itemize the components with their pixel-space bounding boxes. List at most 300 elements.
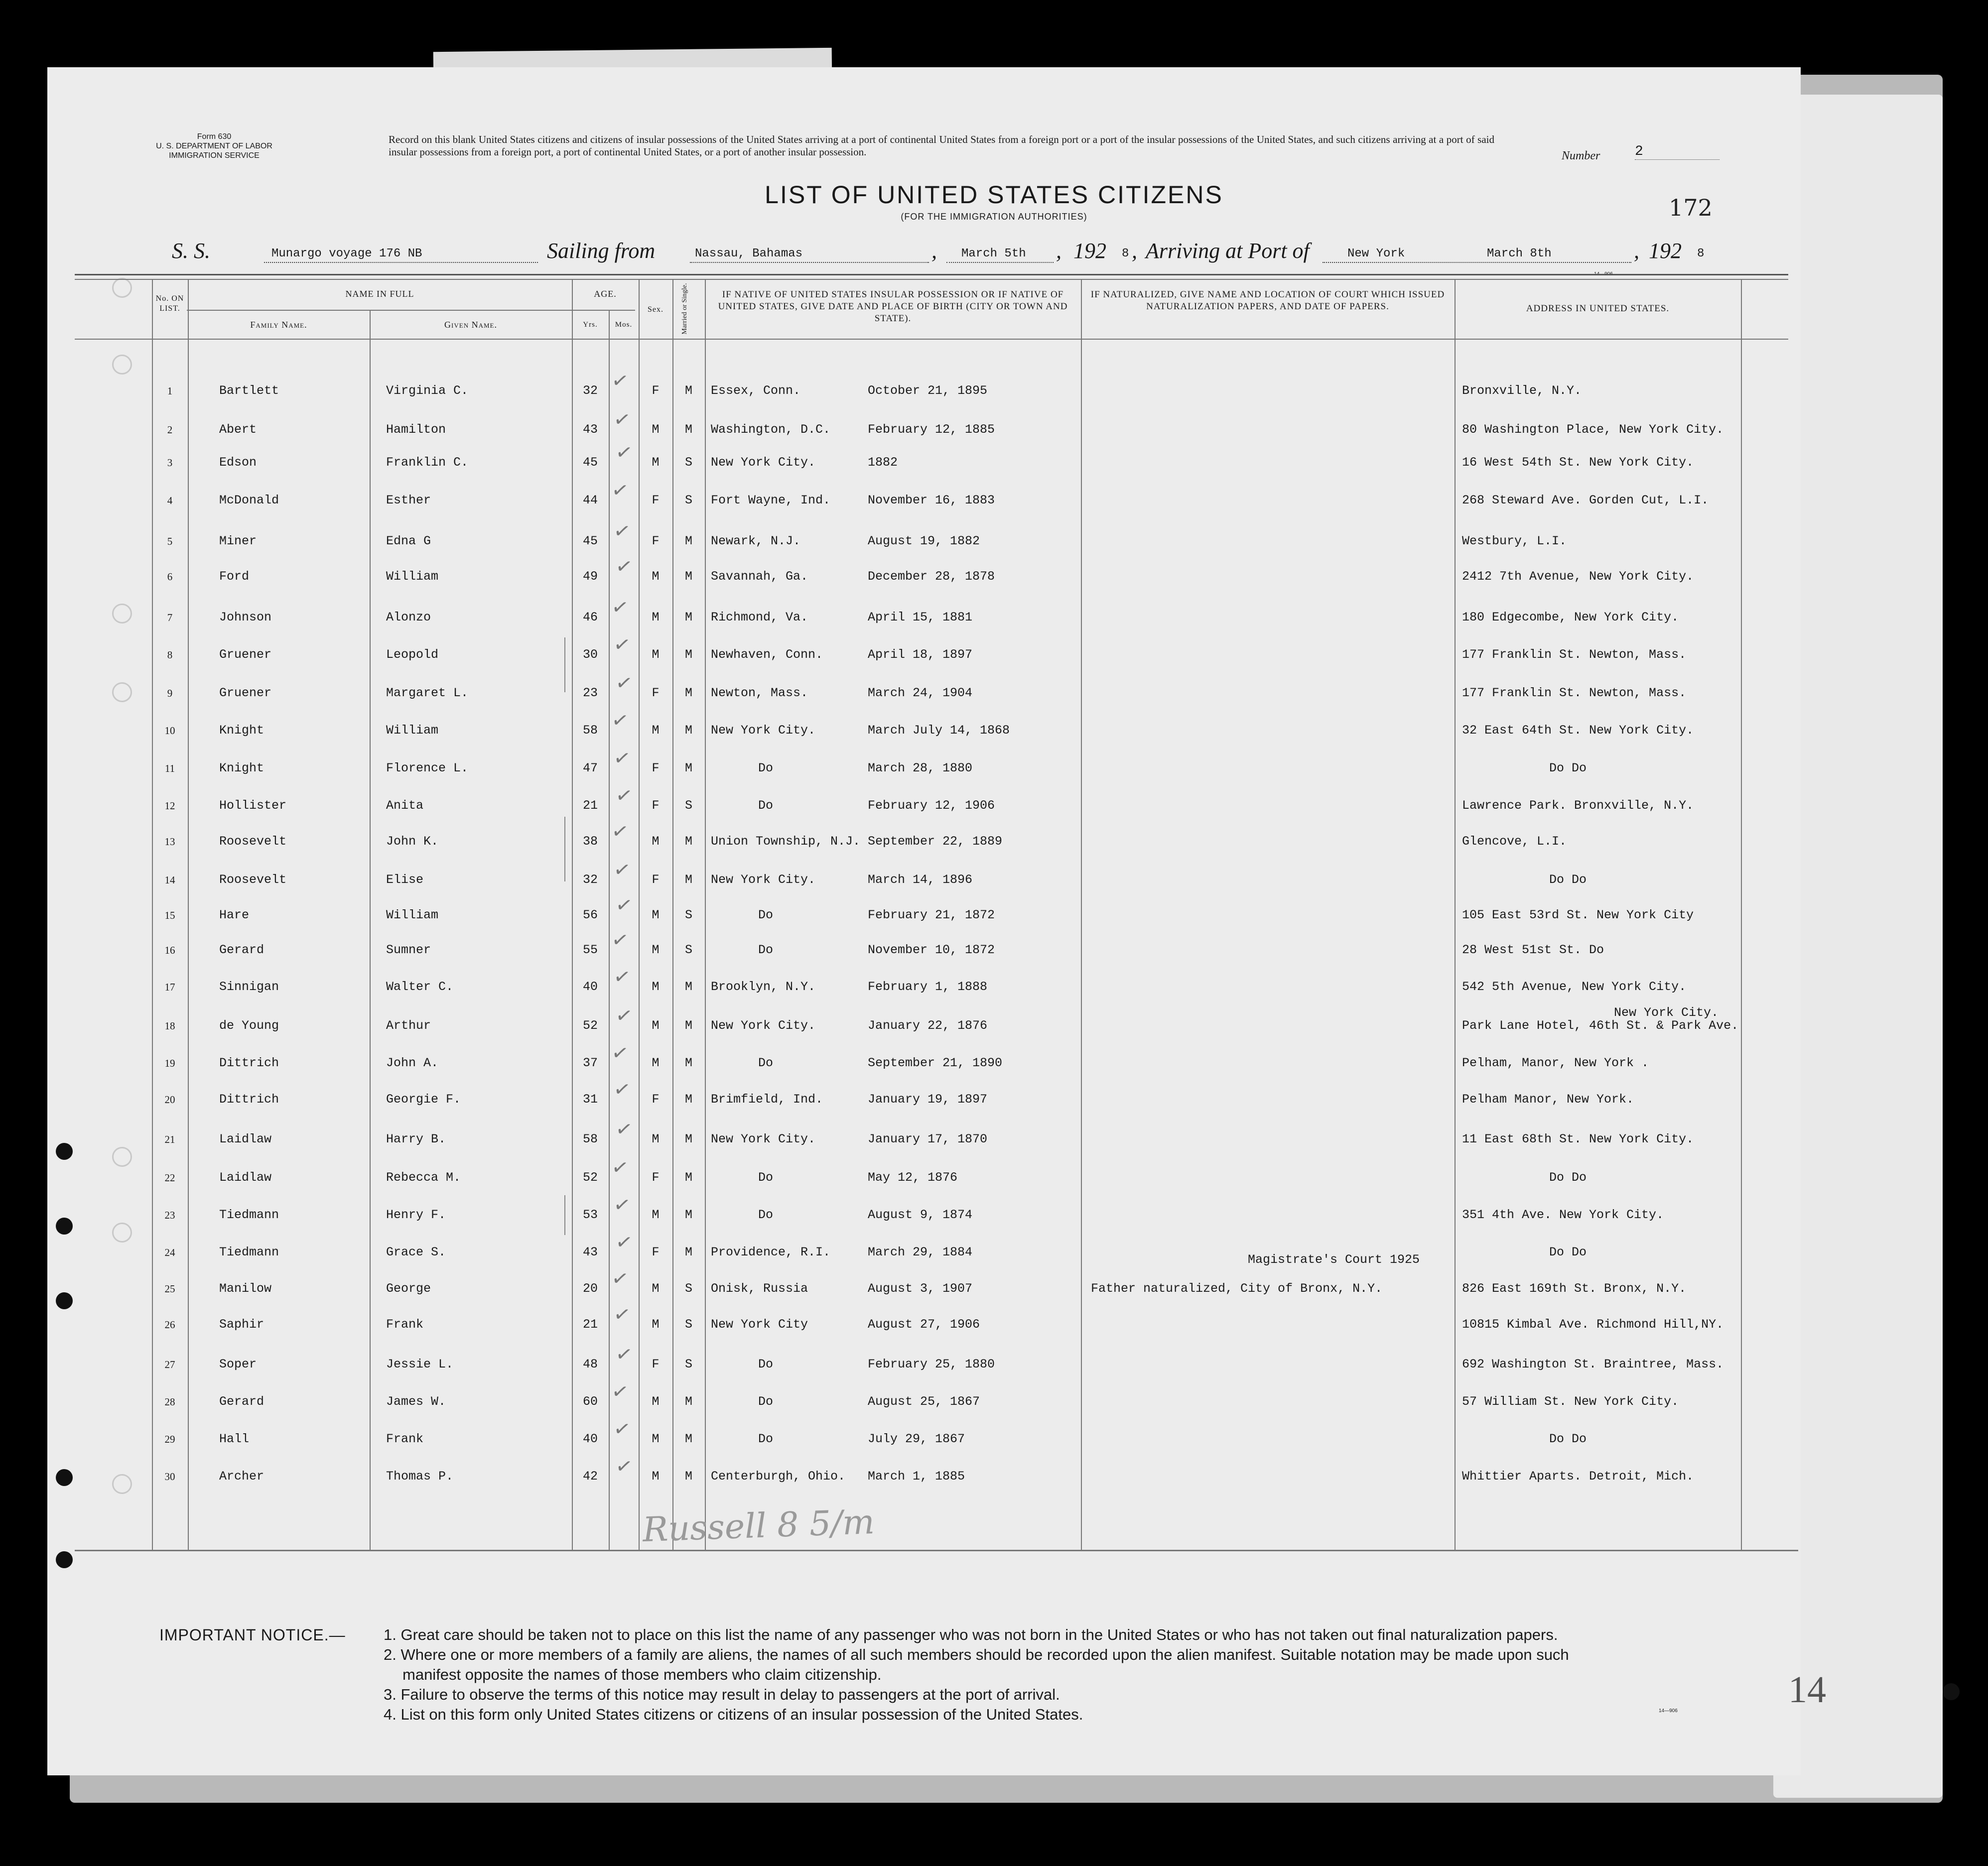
row-11-date: March 28, 1880	[868, 761, 973, 775]
row-23-place: Do	[758, 1208, 773, 1222]
row-6-address: 2412 7th Avenue, New York City.	[1462, 569, 1694, 584]
row-19-given: John A.	[386, 1056, 439, 1070]
side-mark: 14	[1788, 1669, 1826, 1711]
header-bottom-rule	[75, 339, 1788, 340]
check-mark-icon: ✓	[610, 819, 631, 845]
row-22-yrs: 52	[582, 1170, 598, 1185]
pencil-tick	[564, 637, 565, 692]
notice-line-2: 2. Where one or more members of a family are aliens, the names of all such members should be recorded upon the alien manifest. Suitable notation may be made upon such	[384, 1646, 1569, 1663]
row-12-ms: S	[684, 798, 692, 813]
row-28-sex: M	[652, 1394, 660, 1409]
year-prefix-2: 192	[1649, 239, 1682, 263]
check-mark-icon: ✓	[614, 670, 635, 696]
row-1-ms: M	[684, 383, 692, 398]
row-25-naturalization: Father naturalized, City of Bronx, N.Y.	[1091, 1281, 1383, 1296]
row-10-no: 10	[164, 725, 175, 737]
row-10-ms: M	[684, 723, 692, 738]
row-4-date: November 16, 1883	[868, 493, 995, 507]
row-17-sex: M	[652, 980, 660, 994]
row-4-place: Fort Wayne, Ind.	[711, 493, 831, 507]
row-16-yrs: 55	[582, 943, 598, 957]
row-18-place: New York City.	[711, 1018, 816, 1033]
row-10-sex: M	[652, 723, 660, 738]
row-20-given: Georgie F.	[386, 1092, 461, 1107]
row-20-ms: M	[684, 1092, 692, 1107]
row-14-place: New York City.	[711, 872, 816, 887]
row-13-given: John K.	[386, 834, 439, 849]
row-20-date: January 19, 1897	[868, 1092, 988, 1107]
table-top-rule	[75, 274, 1788, 275]
row-18-given: Arthur	[386, 1018, 431, 1033]
row-17-address: 542 5th Avenue, New York City.	[1462, 980, 1687, 994]
check-mark-icon: ✓	[612, 746, 633, 771]
check-mark-icon: ✓	[614, 1454, 635, 1480]
row-24-given: Grace S.	[386, 1245, 446, 1259]
row-3-place: New York City.	[711, 455, 816, 470]
header-no: No. ON LIST.	[155, 294, 184, 313]
binder-hole	[56, 1143, 73, 1160]
notice-line-1: 1. Great care should be taken not to place on this list the name of any passenger who was not born in the United States or who has not taken out final naturalization papers.	[384, 1626, 1558, 1643]
row-18-ms: M	[684, 1018, 692, 1033]
row-18-family: de Young	[219, 1018, 279, 1033]
row-24-yrs: 43	[582, 1245, 598, 1259]
row-15-place: Do	[758, 908, 773, 922]
check-mark-icon: ✓	[612, 407, 633, 433]
row-18-address-line2: New York City.	[1614, 1005, 1719, 1020]
row-2-no: 2	[167, 424, 173, 436]
row-19-date: September 21, 1890	[868, 1056, 1003, 1070]
row-16-family: Gerard	[219, 943, 265, 957]
row-5-date: August 19, 1882	[868, 534, 980, 548]
row-8-ms: M	[684, 647, 692, 662]
binder-hole	[56, 1469, 73, 1486]
row-26-no: 26	[164, 1319, 175, 1331]
row-11-yrs: 47	[582, 761, 598, 775]
notice-line-3: 3. Failure to observe the terms of this notice may result in delay to passengers at the port of arrival.	[384, 1686, 1060, 1703]
header-family-name: Family Name.	[250, 320, 307, 330]
row-25-date: August 3, 1907	[868, 1281, 973, 1296]
row-2-given: Hamilton	[386, 422, 446, 437]
row-29-address: Do Do	[1549, 1432, 1587, 1446]
row-10-address: 32 East 64th St. New York City.	[1462, 723, 1694, 738]
row-29-yrs: 40	[582, 1432, 598, 1446]
punch-ring	[112, 355, 132, 374]
row-17-yrs: 40	[582, 980, 598, 994]
row-26-given: Frank	[386, 1317, 424, 1332]
pencil-tick	[564, 1195, 565, 1235]
row-21-no: 21	[164, 1133, 175, 1145]
row-14-address: Do Do	[1549, 872, 1587, 887]
binder-hole	[56, 1292, 73, 1309]
row-27-yrs: 48	[582, 1357, 598, 1371]
page-stamp: 172	[1669, 194, 1713, 221]
row-13-address: Glencove, L.I.	[1462, 834, 1567, 849]
row-11-family: Knight	[219, 761, 265, 775]
row-6-yrs: 49	[582, 569, 598, 584]
row-10-place: New York City.	[711, 723, 816, 738]
row-7-no: 7	[167, 612, 173, 623]
check-mark-icon: ✓	[612, 964, 633, 990]
row-2-date: February 12, 1885	[868, 422, 995, 437]
comma: ,	[1634, 239, 1639, 263]
row-17-given: Walter C.	[386, 980, 454, 994]
col-rule	[609, 310, 610, 1551]
row-16-sex: M	[652, 943, 660, 957]
row-22-sex: F	[652, 1170, 660, 1185]
row-8-family: Gruener	[219, 647, 272, 662]
notice-title: IMPORTANT NOTICE.—	[159, 1626, 346, 1644]
row-9-place: Newton, Mass.	[711, 686, 808, 700]
row-27-place: Do	[758, 1357, 773, 1371]
row-15-sex: M	[652, 908, 660, 922]
row-20-family: Dittrich	[219, 1092, 279, 1107]
row-30-address: Whittier Aparts. Detroit, Mich.	[1462, 1469, 1694, 1484]
row-11-given: Florence L.	[386, 761, 469, 775]
row-11-sex: F	[652, 761, 660, 775]
ss-label: S. S.	[172, 239, 210, 263]
check-mark-icon: ✓	[610, 1040, 631, 1066]
row-9-no: 9	[167, 687, 173, 699]
row-23-address: 351 4th Ave. New York City.	[1462, 1208, 1664, 1222]
table-bottom-rule	[75, 1550, 1798, 1551]
year-suffix-2: 8	[1697, 247, 1705, 260]
page-title: LIST OF UNITED STATES CITIZENS	[765, 181, 1223, 209]
department-name: U. S. DEPARTMENT OF LABOR	[156, 142, 272, 150]
row-26-yrs: 21	[582, 1317, 598, 1332]
check-mark-icon: ✓	[614, 892, 635, 918]
row-22-family: Laidlaw	[219, 1170, 272, 1185]
row-5-sex: F	[652, 534, 660, 548]
row-1-place: Essex, Conn.	[711, 383, 801, 398]
row-7-place: Richmond, Va.	[711, 610, 808, 624]
row-10-family: Knight	[219, 723, 265, 738]
row-20-place: Brimfield, Ind.	[711, 1092, 823, 1107]
check-mark-icon: ✓	[612, 1416, 633, 1442]
row-12-given: Anita	[386, 798, 424, 813]
row-19-place: Do	[758, 1056, 773, 1070]
col-rule	[1455, 279, 1456, 1551]
punch-ring	[112, 682, 132, 702]
col-rule	[370, 310, 371, 1551]
binder-hole	[1943, 1683, 1960, 1700]
row-27-address: 692 Washington St. Braintree, Mass.	[1462, 1357, 1724, 1371]
sailing-dotline	[690, 262, 929, 263]
row-24-address: Do Do	[1549, 1245, 1587, 1259]
check-mark-icon: ✓	[614, 1003, 635, 1029]
header-mos: Mos.	[615, 321, 633, 329]
check-mark-icon: ✓	[610, 927, 631, 953]
check-mark-icon: ✓	[612, 1302, 633, 1328]
row-10-given: William	[386, 723, 439, 738]
row-25-given: George	[386, 1281, 431, 1296]
row-22-given: Rebecca M.	[386, 1170, 461, 1185]
row-29-family: Hall	[219, 1432, 250, 1446]
row-26-ms: S	[684, 1317, 692, 1332]
row-22-date: May 12, 1876	[868, 1170, 958, 1185]
row-29-ms: M	[684, 1432, 692, 1446]
notice-code: 14—906	[1659, 1708, 1678, 1714]
col-rule	[188, 279, 189, 1551]
row-5-address: Westbury, L.I.	[1462, 534, 1567, 548]
row-15-yrs: 56	[582, 908, 598, 922]
row-22-address: Do Do	[1549, 1170, 1587, 1185]
row-30-yrs: 42	[582, 1469, 598, 1484]
row-30-date: March 1, 1885	[868, 1469, 965, 1484]
check-mark-icon: ✓	[610, 1266, 631, 1292]
row-4-yrs: 44	[582, 493, 598, 507]
col-rule	[1741, 279, 1742, 1551]
row-21-place: New York City.	[711, 1132, 816, 1146]
row-21-family: Laidlaw	[219, 1132, 272, 1146]
check-mark-icon: ✓	[610, 708, 631, 734]
row-9-family: Gruener	[219, 686, 272, 700]
row-1-date: October 21, 1895	[868, 383, 988, 398]
row-8-given: Leopold	[386, 647, 439, 662]
row-25-ms: S	[684, 1281, 692, 1296]
row-29-no: 29	[164, 1433, 175, 1445]
year-suffix-1: 8	[1122, 247, 1129, 260]
row-14-date: March 14, 1896	[868, 872, 973, 887]
row-15-ms: S	[684, 908, 692, 922]
row-14-family: Roosevelt	[219, 872, 287, 887]
header-age: AGE.	[594, 289, 617, 299]
row-28-yrs: 60	[582, 1394, 598, 1409]
check-mark-icon: ✓	[614, 1230, 635, 1255]
pencil-tick	[564, 817, 565, 881]
row-9-address: 177 Franklin St. Newton, Mass.	[1462, 686, 1687, 700]
sail-date: March 5th	[961, 247, 1026, 260]
row-26-sex: M	[652, 1317, 660, 1332]
row-30-ms: M	[684, 1469, 692, 1484]
row-23-given: Henry F.	[386, 1208, 446, 1222]
check-mark-icon: ✓	[612, 518, 633, 544]
row-13-ms: M	[684, 834, 692, 849]
row-19-address: Pelham, Manor, New York .	[1462, 1056, 1649, 1070]
row-6-no: 6	[167, 571, 173, 583]
header-birth: IF NATIVE OF UNITED STATES INSULAR POSSESSION OR IF NATIVE OF UNITED STATES, GIVE DATE AND PLACE OF BIRTH (CITY OR TOWN AND STATE).	[718, 289, 1068, 324]
row-3-ms: S	[684, 455, 692, 470]
handwritten-signature: Russell 8 5/m	[642, 1502, 875, 1550]
col-rule	[705, 279, 706, 1551]
row-16-address: 28 West 51st St. Do	[1462, 943, 1604, 957]
col-rule	[1081, 279, 1082, 1551]
row-14-sex: F	[652, 872, 660, 887]
intro-text: Record on this blank United States citizens and citizens of insular possessions of the United States arriving at a port of continental United States from a foreign port or a port of the insular possessions of the United States, and such citizens arriving at a port of said insular possessions from a foreign port, a port of continental United States, or a port of another insular possession.	[389, 133, 1494, 158]
row-15-family: Hare	[219, 908, 250, 922]
row-15-address: 105 East 53rd St. New York City	[1462, 908, 1694, 922]
check-mark-icon: ✓	[610, 1379, 631, 1405]
row-19-ms: M	[684, 1056, 692, 1070]
row-24-no: 24	[164, 1246, 175, 1258]
row-29-place: Do	[758, 1432, 773, 1446]
number-label: Number	[1562, 149, 1600, 162]
row-2-yrs: 43	[582, 422, 598, 437]
row-15-no: 15	[164, 909, 175, 921]
row-21-address: 11 East 68th St. New York City.	[1462, 1132, 1694, 1146]
row-8-yrs: 30	[582, 647, 598, 662]
sailing-from: Nassau, Bahamas	[695, 247, 803, 260]
punch-ring	[112, 278, 132, 298]
port-dotline	[1323, 262, 1631, 263]
header-sex: Sex.	[648, 305, 663, 314]
row-4-sex: F	[652, 493, 660, 507]
row-27-ms: S	[684, 1357, 692, 1371]
row-30-family: Archer	[219, 1469, 265, 1484]
row-2-ms: M	[684, 422, 692, 437]
row-30-no: 30	[164, 1471, 175, 1483]
row-26-family: Saphir	[219, 1317, 265, 1332]
row-2-address: 80 Washington Place, New York City.	[1462, 422, 1724, 437]
header-yrs: Yrs.	[583, 321, 598, 329]
row-4-ms: S	[684, 493, 692, 507]
header-married-single: Married or Single.	[681, 283, 688, 335]
port: New York	[1347, 247, 1405, 260]
row-8-place: Newhaven, Conn.	[711, 647, 823, 662]
row-27-sex: F	[652, 1357, 660, 1371]
row-13-family: Roosevelt	[219, 834, 287, 849]
row-17-ms: M	[684, 980, 692, 994]
row-21-yrs: 58	[582, 1132, 598, 1146]
row-24-date: March 29, 1884	[868, 1245, 973, 1259]
row-22-no: 22	[164, 1172, 175, 1184]
check-mark-icon: ✓	[610, 478, 631, 503]
check-mark-icon: ✓	[614, 554, 635, 580]
row-16-no: 16	[164, 944, 175, 956]
row-1-given: Virginia C.	[386, 383, 469, 398]
row-19-sex: M	[652, 1056, 660, 1070]
row-23-sex: M	[652, 1208, 660, 1222]
row-6-given: William	[386, 569, 439, 584]
check-mark-icon: ✓	[612, 632, 633, 658]
check-mark-icon: ✓	[612, 1192, 633, 1218]
row-25-address: 826 East 169th St. Bronx, N.Y.	[1462, 1281, 1687, 1296]
row-25-yrs: 20	[582, 1281, 598, 1296]
row-5-no: 5	[167, 535, 173, 547]
row-28-ms: M	[684, 1394, 692, 1409]
punch-ring	[112, 1474, 132, 1494]
row-4-no: 4	[167, 495, 173, 506]
row-5-place: Newark, N.J.	[711, 534, 801, 548]
row-20-yrs: 31	[582, 1092, 598, 1107]
row-3-given: Franklin C.	[386, 455, 469, 470]
row-7-yrs: 46	[582, 610, 598, 624]
row-18-address: Park Lane Hotel, 46th St. & Park Ave.	[1462, 1018, 1739, 1033]
row-4-given: Esther	[386, 493, 431, 507]
row-19-yrs: 37	[582, 1056, 598, 1070]
check-mark-icon: ✓	[610, 368, 631, 394]
row-17-family: Sinnigan	[219, 980, 279, 994]
header-split-rule	[187, 310, 635, 311]
row-13-date: September 22, 1889	[868, 834, 1003, 849]
row-29-given: Frank	[386, 1432, 424, 1446]
row-5-given: Edna G	[386, 534, 431, 548]
row-1-yrs: 32	[582, 383, 598, 398]
row-7-family: Johnson	[219, 610, 272, 624]
row-27-no: 27	[164, 1359, 175, 1370]
row-30-place: Centerburgh, Ohio.	[711, 1469, 846, 1484]
date-dotline	[946, 262, 1054, 263]
row-10-date: March July 14, 1868	[868, 723, 1010, 738]
row-1-family: Bartlett	[219, 383, 279, 398]
row-2-sex: M	[652, 422, 660, 437]
row-30-sex: M	[652, 1469, 660, 1484]
row-12-date: February 12, 1906	[868, 798, 995, 813]
header-naturalized: IF NATURALIZED, GIVE NAME AND LOCATION OF COURT WHICH ISSUED NATURALIZATION PAPERS, AND DATE OF PAPERS.	[1090, 289, 1445, 312]
col-rule	[572, 279, 573, 1551]
form-id-block	[139, 132, 289, 160]
row-14-ms: M	[684, 872, 692, 887]
row-12-no: 12	[164, 800, 175, 812]
row-5-ms: M	[684, 534, 692, 548]
binder-hole	[56, 1551, 73, 1568]
check-mark-icon: ✓	[614, 783, 635, 809]
row-27-given: Jessie L.	[386, 1357, 454, 1371]
row-13-yrs: 38	[582, 834, 598, 849]
row-8-sex: M	[652, 647, 660, 662]
comma: ,	[1056, 239, 1061, 263]
ship-name: Munargo voyage 176 NB	[271, 247, 422, 260]
row-6-place: Savannah, Ga.	[711, 569, 808, 584]
check-mark-icon: ✓	[610, 1155, 631, 1181]
notice-line-4: 4. List on this form only United States citizens or citizens of an insular possession of the United States.	[384, 1706, 1083, 1723]
row-3-date: 1882	[868, 455, 898, 470]
row-28-family: Gerard	[219, 1394, 265, 1409]
row-5-family: Miner	[219, 534, 257, 548]
check-mark-icon: ✓	[614, 440, 635, 466]
check-mark-icon: ✓	[612, 1077, 633, 1103]
check-mark-icon: ✓	[614, 1342, 635, 1368]
comma: ,	[1132, 239, 1137, 263]
row-12-yrs: 21	[582, 798, 598, 813]
row-11-place: Do	[758, 761, 773, 775]
row-3-yrs: 45	[582, 455, 598, 470]
print-code: 14—906	[1594, 271, 1613, 277]
arrival-date: March 8th	[1487, 247, 1552, 260]
row-7-sex: M	[652, 610, 660, 624]
row-4-address: 268 Steward Ave. Gorden Cut, L.I.	[1462, 493, 1709, 507]
row-3-address: 16 West 54th St. New York City.	[1462, 455, 1694, 470]
row-24-ms: M	[684, 1245, 692, 1259]
row-16-place: Do	[758, 943, 773, 957]
row-20-no: 20	[164, 1094, 175, 1106]
ship-dotline	[264, 262, 538, 263]
row-12-sex: F	[652, 798, 660, 813]
service-name: IMMIGRATION SERVICE	[169, 151, 260, 160]
row-17-no: 17	[164, 981, 175, 993]
row-28-address: 57 William St. New York City.	[1462, 1394, 1679, 1409]
row-3-sex: M	[652, 455, 660, 470]
row-18-sex: M	[652, 1018, 660, 1033]
row-23-no: 23	[164, 1209, 175, 1221]
row-22-ms: M	[684, 1170, 692, 1185]
row-14-yrs: 32	[582, 872, 598, 887]
row-24-family: Tiedmann	[219, 1245, 279, 1259]
row-9-yrs: 23	[582, 686, 598, 700]
row-8-date: April 18, 1897	[868, 647, 973, 662]
year-prefix-1: 192	[1073, 239, 1106, 263]
row-9-sex: F	[652, 686, 660, 700]
row-18-date: January 22, 1876	[868, 1018, 988, 1033]
row-18-no: 18	[164, 1020, 175, 1032]
row-22-place: Do	[758, 1170, 773, 1185]
punch-ring	[112, 1147, 132, 1167]
row-9-date: March 24, 1904	[868, 686, 973, 700]
row-19-no: 19	[164, 1057, 175, 1069]
row-26-date: August 27, 1906	[868, 1317, 980, 1332]
row-13-place: Union Township, N.J.	[711, 834, 861, 849]
row-25-court: Magistrate's Court 1925	[1248, 1252, 1420, 1267]
row-18-yrs: 52	[582, 1018, 598, 1033]
